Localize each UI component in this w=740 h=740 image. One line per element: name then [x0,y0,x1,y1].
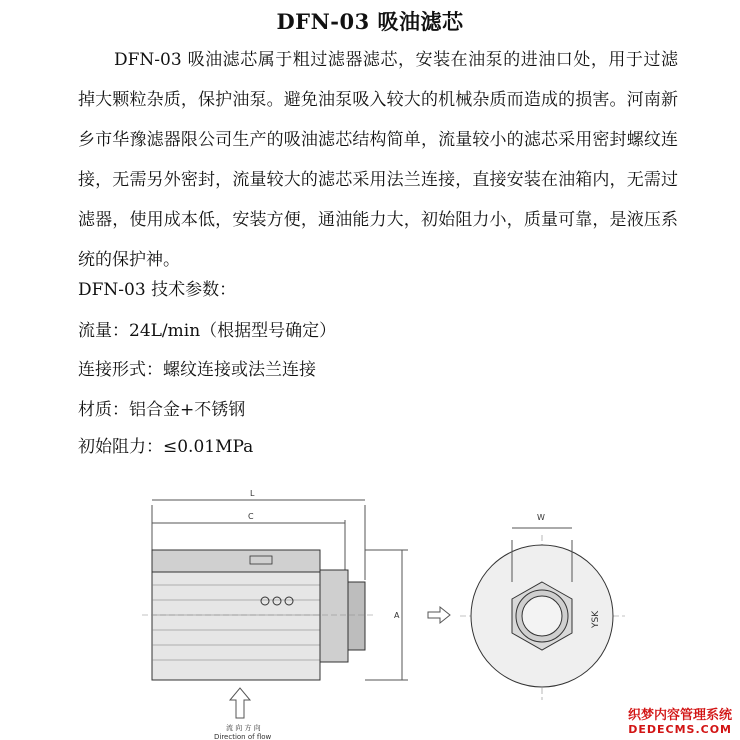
flow-direction-en: Direction of flow [214,733,272,740]
specs-heading: DFN-03 技术参数： [78,280,237,300]
dim-L-label: L [250,489,255,498]
spec-material: 材质：铝合金+不锈钢 [78,400,246,420]
watermark-line1: 织梦内容管理系统 [627,708,732,723]
watermark [628,704,732,736]
watermark-line2: DEDECMS.COM [628,723,732,736]
dim-A-label: A [394,611,400,620]
spec-connection: 连接形式：螺纹连接或法兰连接 [78,360,316,380]
flow-arrow-icon [230,688,250,718]
filter-side-view [142,550,375,680]
product-description [78,40,678,280]
spec-resistance: 初始阻力：≤0.01MPa [78,437,254,457]
page-title: DFN-03 吸油滤芯 [276,9,464,34]
filter-technical-drawing [140,470,740,740]
brand-mark: YSK [591,610,601,628]
dim-W-label: W [537,513,545,522]
dim-C-label: C [248,512,254,521]
flow-direction-cn: 流 向 方 向 [226,724,261,732]
view-arrow-icon [428,607,450,623]
description-text: DFN-03 吸油滤芯属于粗过滤器滤芯，安装在油泵的进油口处，用于过滤掉大颗粒杂质，保护油泵。避免油泵吸入较大的机械杂质而造成的损害。河南新乡市华豫滤器限公司生产的吸油滤芯结构简单，流量较小的滤芯采用密封螺纹连接，无需另外密封，流量较大的滤芯采用法兰连接，直接安装在油箱内，无需过滤器，使用成本低，安装方便，通油能力大，初始阻力小，质量可靠，是液压系统的保护神。 [78,50,678,270]
spec-flow: 流量：24L/min（根据型号确定） [78,321,337,341]
